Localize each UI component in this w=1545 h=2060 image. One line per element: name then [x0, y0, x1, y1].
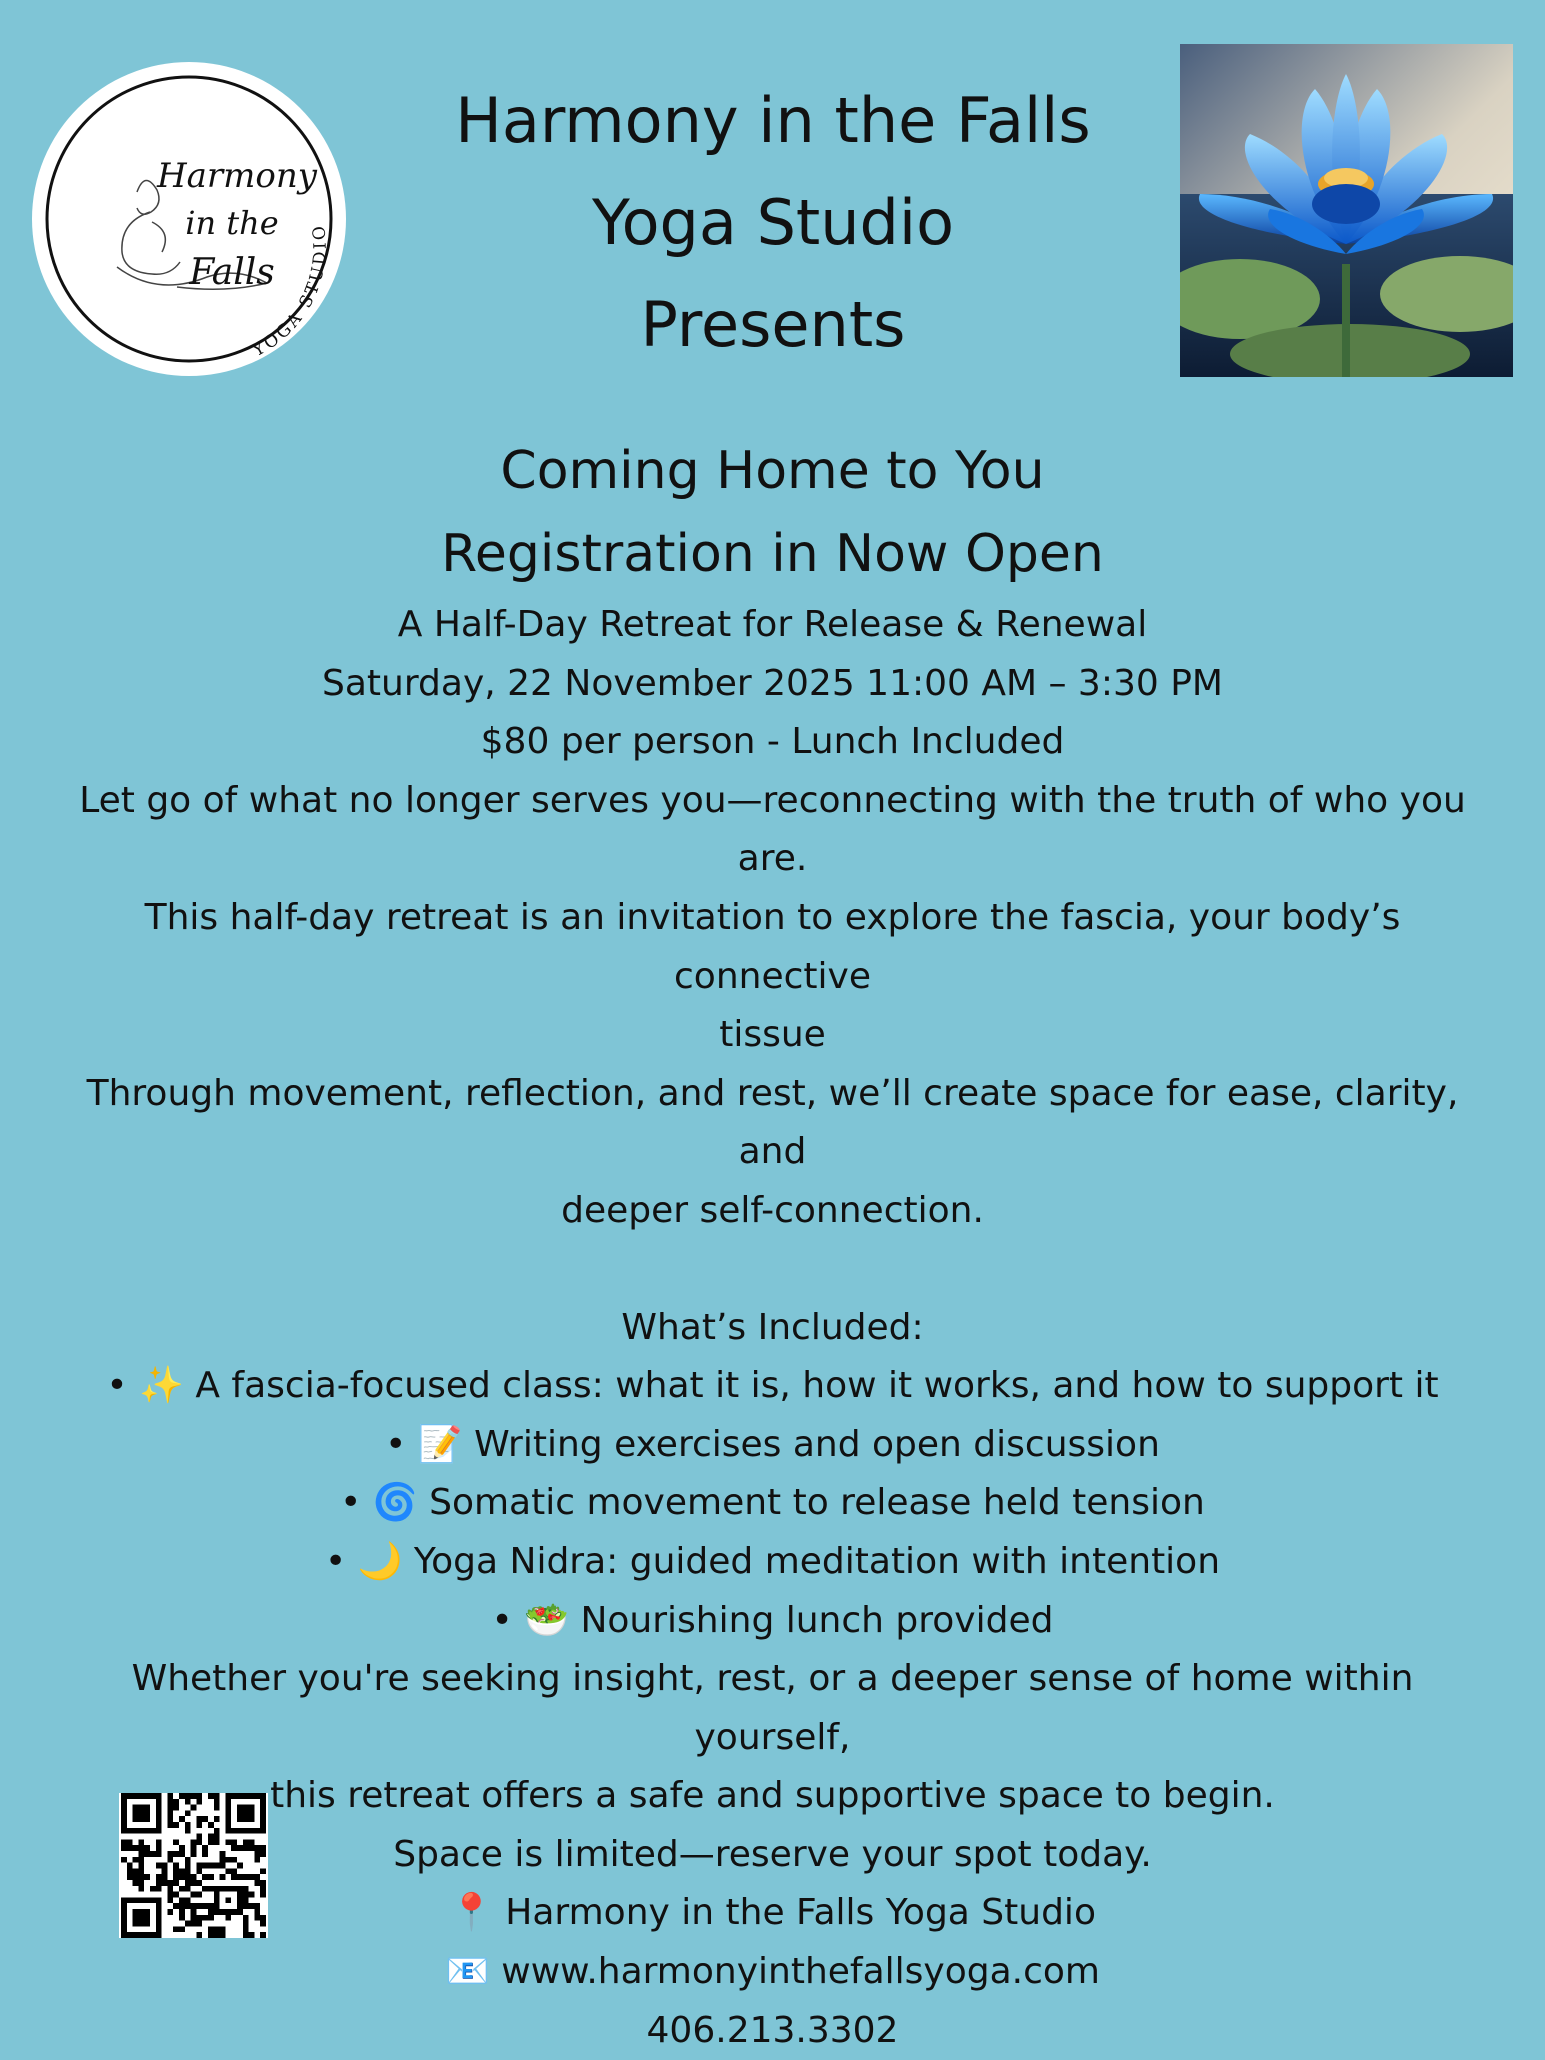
spacer [60, 1241, 1485, 1299]
contact-website[interactable] [60, 1943, 1485, 2002]
salad-icon: 🥗 [524, 1599, 570, 1641]
closing-p1a: Whether you're seeking insight, rest, or a deeper sense of home within yourself, [131, 1658, 1414, 1758]
bullet: • [491, 1599, 525, 1641]
description-p2b: tissue [719, 1014, 826, 1056]
description-p3a: Through movement, reflection, and rest, we’ll create space for ease, clarity, and [86, 1072, 1459, 1173]
logo-script-in-the: in the [185, 204, 279, 242]
included-heading: What’s Included: [621, 1306, 924, 1348]
logo-script-harmony: Harmony [157, 156, 317, 196]
logo-ring-text: YOGA STUDIO [249, 221, 331, 361]
included-item [60, 1592, 1485, 1651]
header [400, 70, 1146, 376]
header-presents: Presents [640, 288, 906, 361]
event-title: Coming Home to You [500, 441, 1045, 501]
bullet: • [340, 1482, 373, 1524]
main-content [60, 430, 1485, 2060]
envelope-icon: 📧 [445, 1951, 490, 1993]
included-item [60, 1533, 1485, 1592]
closing-p1b: this retreat offers a safe and supportive space to begin. [270, 1775, 1275, 1817]
bullet: • [106, 1365, 140, 1407]
included-item-text: Somatic movement to release held tension [417, 1482, 1205, 1524]
bullet: • [324, 1540, 358, 1582]
included-item [60, 1474, 1485, 1533]
bullet: • [385, 1423, 418, 1465]
included-item-text: Yoga Nidra: guided meditation with intention [402, 1540, 1221, 1582]
lotus-image [1180, 44, 1513, 377]
crescent-moon-icon: 🌙 [357, 1540, 403, 1582]
event-price: $80 per person - Lunch Included [480, 721, 1065, 763]
description-p2a: This half-day retreat is an invitation to explore the fascia, your body’s connective [144, 896, 1401, 997]
included-item [60, 1357, 1485, 1416]
header-title-line1: Harmony in the Falls [455, 84, 1091, 157]
closing-p2: Space is limited—reserve your spot today. [393, 1833, 1152, 1875]
contact-location [60, 1884, 1485, 1943]
description-p3b: deeper self-connection. [561, 1189, 984, 1231]
studio-logo [32, 62, 346, 376]
registration-notice: Registration in Now Open [441, 524, 1104, 584]
logo-script-falls: Falls [189, 252, 275, 293]
contact-phone: 406.213.3302 [646, 2009, 899, 2051]
included-item-text: Writing exercises and open discussion [462, 1423, 1160, 1465]
included-item [60, 1416, 1485, 1475]
included-item-text: Nourishing lunch provided [569, 1599, 1054, 1641]
header-title-line2: Yoga Studio [591, 186, 955, 259]
website-link[interactable]: www.harmonyinthefallsyoga.com [489, 1951, 1100, 1993]
location-text: Harmony in the Falls Yoga Studio [493, 1892, 1096, 1934]
lotus-flower-icon [1180, 44, 1513, 377]
description-p1: Let go of what no longer serves you—reconnecting with the truth of who you are. [79, 779, 1466, 880]
qr-code-icon [119, 1793, 268, 1938]
event-datetime: Saturday, 22 November 2025 11:00 AM – 3:30 PM [322, 662, 1223, 704]
qr-code[interactable] [119, 1793, 268, 1938]
cyclone-icon: 🌀 [372, 1482, 418, 1524]
memo-icon: 📝 [417, 1423, 463, 1465]
sparkles-icon: ✨ [139, 1365, 184, 1407]
event-subtitle: A Half-Day Retreat for Release & Renewal [397, 604, 1148, 645]
logo-graphic [32, 62, 346, 376]
included-item-text: A fascia-focused class: what it is, how it works, and how to support it [183, 1365, 1439, 1407]
pin-icon: 📍 [449, 1892, 494, 1934]
